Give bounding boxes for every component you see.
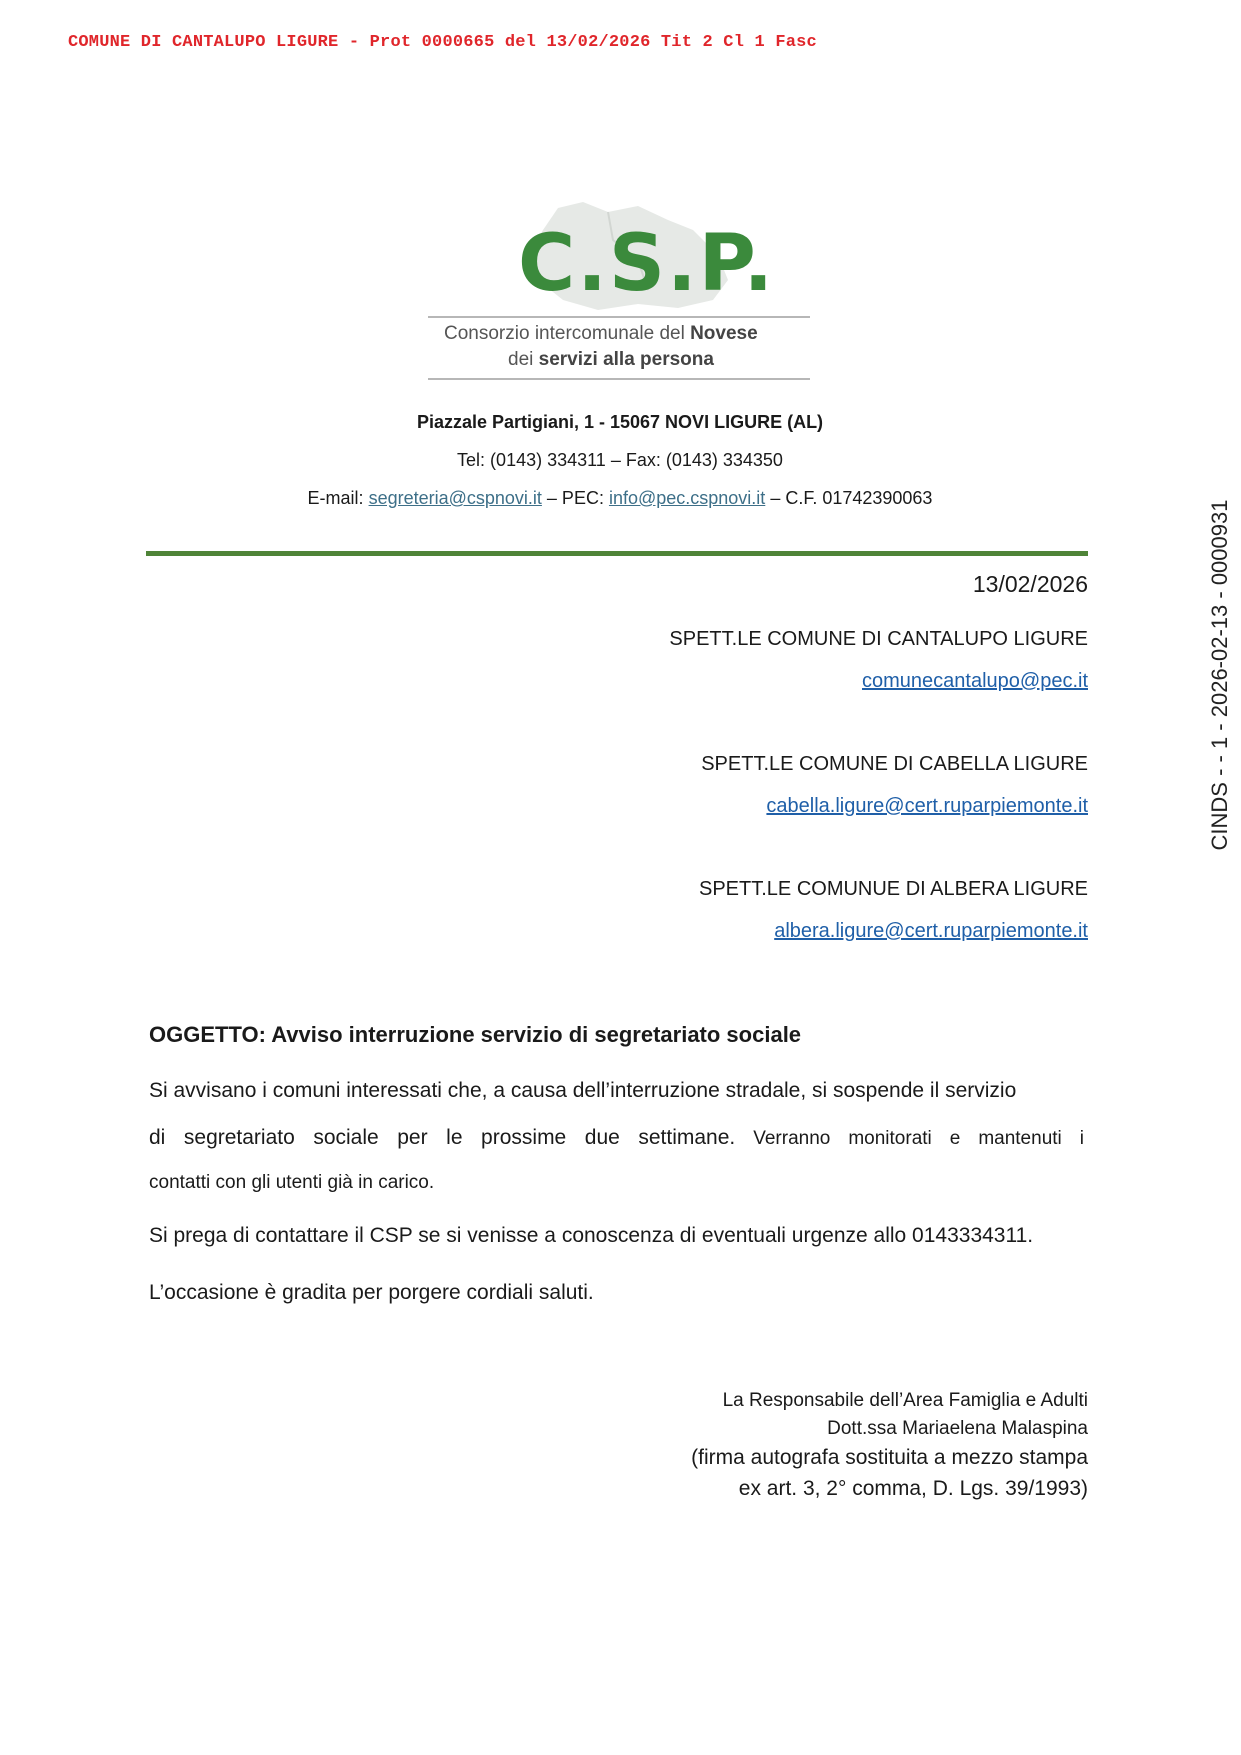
pec-link[interactable]: info@pec.cspnovi.it — [608, 488, 766, 508]
logo-letters: C.S.P. — [518, 219, 776, 309]
vertical-stamp-text: CINDS - - 1 - 2026-02-13 - 0000931 — [1207, 499, 1232, 851]
csp-logo — [428, 200, 812, 385]
letter-date: 13/02/2026 — [972, 571, 1088, 597]
header-contacts — [145, 488, 1095, 509]
logo-line-2 — [508, 349, 714, 371]
body-paragraph-1-line-2 — [149, 1126, 1084, 1150]
logo-top-rule — [428, 316, 810, 318]
signature-note-2: ex art. 3, 2° comma, D. Lgs. 39/1993) — [738, 1477, 1088, 1500]
header-tel-fax: Tel: (0143) 334311 – Fax: (0143) 334350 — [457, 450, 783, 470]
email-link[interactable]: segreteria@cspnovi.it — [368, 488, 542, 508]
logo-line-1 — [444, 323, 758, 345]
letter-subject: OGGETTO: Avviso interruzione servizio di segretariato sociale — [149, 1022, 802, 1047]
recipient-email-2[interactable]: cabella.ligure@cert.ruparpiemonte.it — [766, 795, 1088, 817]
body-line-2-part-b: Verranno monitorati e mantenuti i — [735, 1128, 1084, 1149]
logo-line-1-bold: Novese — [690, 323, 758, 344]
signature-note-1: (firma autografa sostituita a mezzo stampa — [691, 1446, 1088, 1469]
protocol-stamp: COMUNE DI CANTALUPO LIGURE - Prot 0000665 del 13/02/2026 Tit 2 Cl 1 Fasc — [68, 33, 817, 52]
body-paragraph-3: L’occasione è gradita per porgere cordiali saluti. — [149, 1281, 594, 1304]
signature-name: Dott.ssa Mariaelena Malaspina — [827, 1418, 1088, 1439]
header-divider — [146, 551, 1088, 556]
signature-role: La Responsabile dell’Area Famiglia e Adulti — [722, 1390, 1088, 1411]
recipient-email-3[interactable]: albera.ligure@cert.ruparpiemonte.it — [774, 920, 1088, 942]
body-paragraph-1-line-1: Si avvisano i comuni interessati che, a causa dell’interruzione stradale, si sospende il servizio — [149, 1079, 1017, 1102]
recipient-name-3: SPETT.LE COMUNUE DI ALBERA LIGURE — [699, 878, 1088, 900]
vertical-registration-stamp — [1205, 475, 1239, 875]
logo-line-2-bold: servizi alla persona — [538, 349, 714, 370]
recipient-email-1[interactable]: comunecantalupo@pec.it — [862, 670, 1088, 692]
logo-bottom-rule — [428, 378, 810, 380]
logo-line-2-normal: dei — [508, 349, 539, 370]
header-address: Piazzale Partigiani, 1 - 15067 NOVI LIGURE (AL) — [416, 412, 824, 432]
body-paragraph-1-line-3: contatti con gli utenti già in carico. — [149, 1172, 435, 1193]
pec-label: – PEC: — [541, 488, 609, 508]
recipient-name-1: SPETT.LE COMUNE DI CANTALUPO LIGURE — [669, 628, 1088, 650]
body-paragraph-2: Si prega di contattare il CSP se si venisse a conoscenza di eventuali urgenze allo 0143334311. — [149, 1224, 1034, 1247]
body-line-2-part-a: di segretariato sociale per le prossime due settimane. — [149, 1126, 736, 1149]
fiscal-code: – C.F. 01742390063 — [765, 488, 933, 508]
email-label: E-mail: — [307, 488, 369, 508]
recipient-name-2: SPETT.LE COMUNE DI CABELLA LIGURE — [701, 753, 1088, 775]
logo-line-1-normal: Consorzio intercomunale del — [444, 323, 691, 344]
